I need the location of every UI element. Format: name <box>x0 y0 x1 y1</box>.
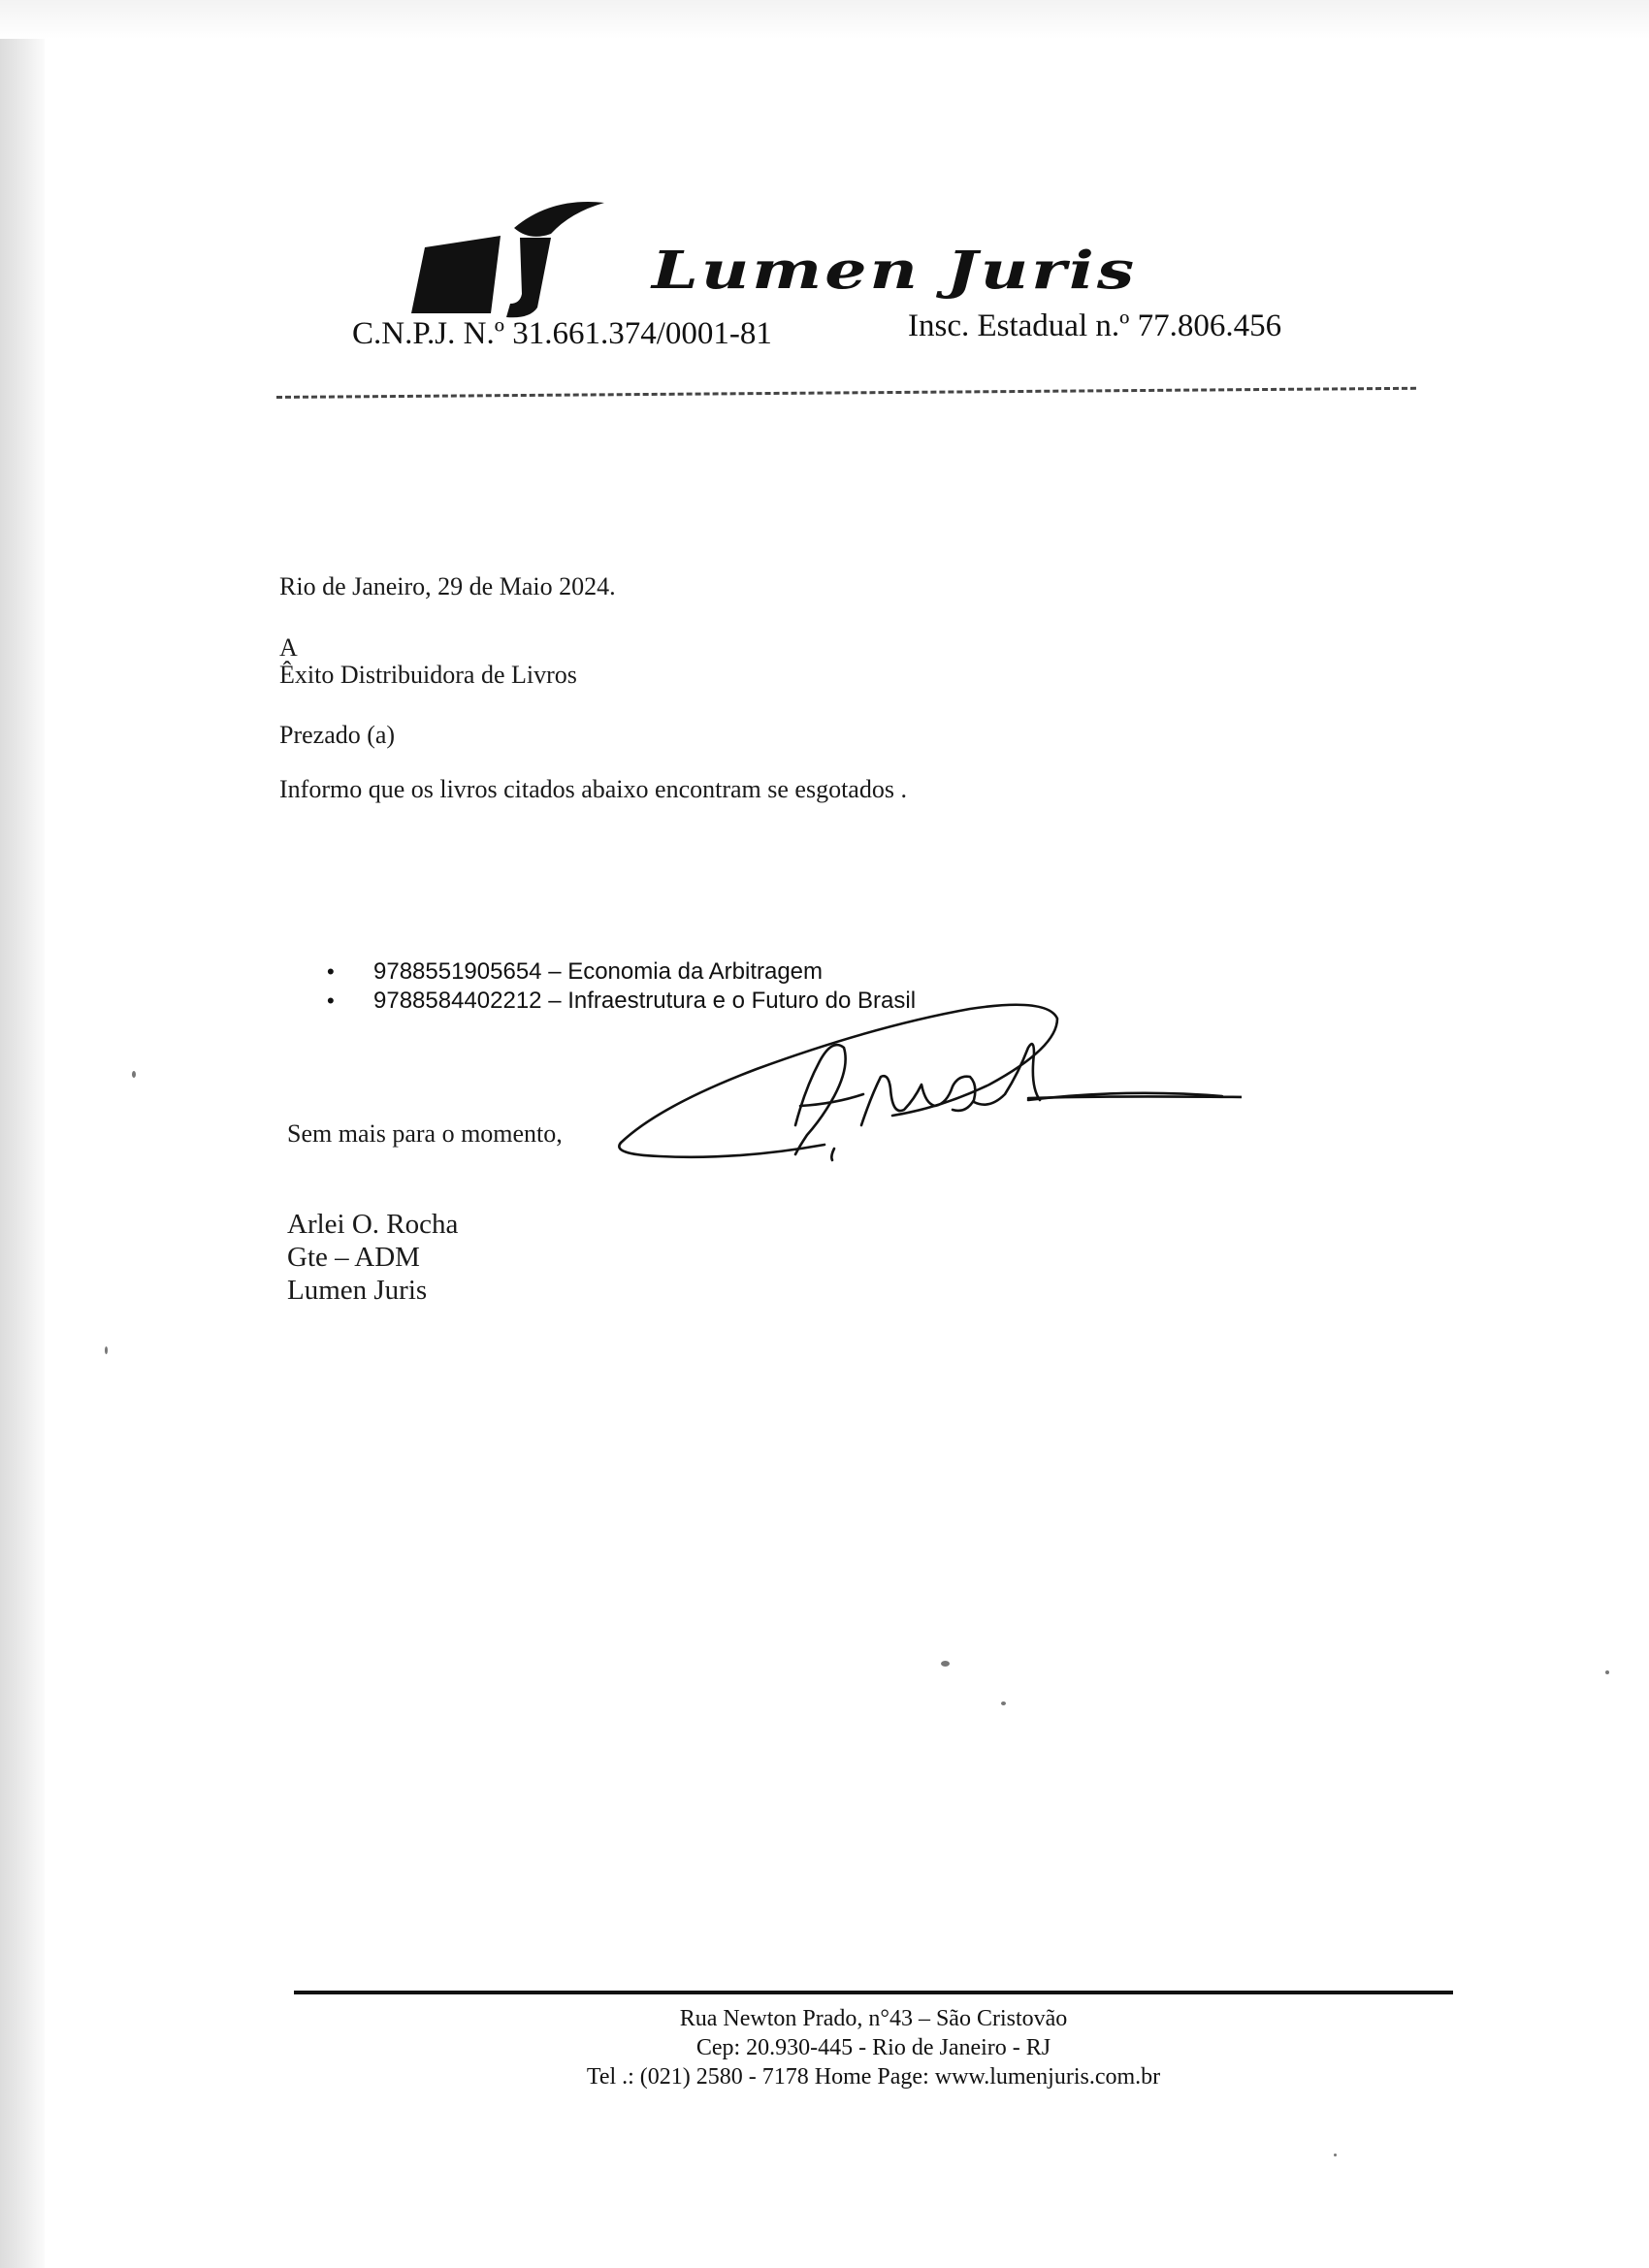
company-name-logotype: Lumen Juris <box>652 241 1138 302</box>
scan-speck <box>1334 2154 1337 2156</box>
scan-speck <box>1605 1670 1609 1674</box>
closing-line: Sem mais para o momento, <box>287 1119 563 1148</box>
state-registration-number: Insc. Estadual n.º 77.806.456 <box>908 308 1282 343</box>
scan-speck <box>1001 1701 1006 1705</box>
cnpj-number: C.N.P.J. N.º 31.661.374/0001-81 <box>352 316 772 351</box>
signer-title: Gte – ADM <box>287 1242 420 1273</box>
scan-shadow-left <box>0 0 45 2268</box>
signer-block <box>287 1208 458 1307</box>
date-line: Rio de Janeiro, 29 de Maio 2024. <box>279 572 616 600</box>
greeting: Prezado (a) <box>279 721 396 749</box>
footer-address-block <box>294 2004 1453 2091</box>
recipient-name: Êxito Distribuidora de Livros <box>279 661 577 689</box>
footer-divider <box>294 1991 1453 1994</box>
scan-speck <box>132 1071 136 1078</box>
intro-paragraph: Informo que os livros citados abaixo encontram se esgotados . <box>279 775 907 803</box>
book-entry-text: 9788551905654 – Economia da Arbitragem <box>373 958 824 985</box>
scan-speck <box>941 1661 950 1667</box>
footer-address: Rua Newton Prado, n°43 – São Cristovão <box>679 2006 1068 2031</box>
bullet-icon: • <box>327 959 335 984</box>
lumen-juris-logo-icon <box>405 199 609 320</box>
footer-cep: Cep: 20.930-445 - Rio de Janeiro - RJ <box>695 2035 1051 2060</box>
footer-contact: Tel .: (021) 2580 - 7178 Home Page: www.lumenjuris.com.br <box>586 2064 1161 2090</box>
signer-company: Lumen Juris <box>287 1275 428 1306</box>
handwritten-signature <box>601 980 1242 1174</box>
signer-name: Arlei O. Rocha <box>287 1209 459 1240</box>
scan-shadow-top <box>0 0 1649 39</box>
letterhead-divider <box>276 387 1416 399</box>
recipient-prefix: A <box>279 633 298 662</box>
scan-speck <box>105 1346 108 1354</box>
bullet-icon: • <box>327 988 335 1013</box>
book-entry-text: 9788584402212 – Infraestrutura e o Futuro do Brasil <box>373 988 917 1014</box>
